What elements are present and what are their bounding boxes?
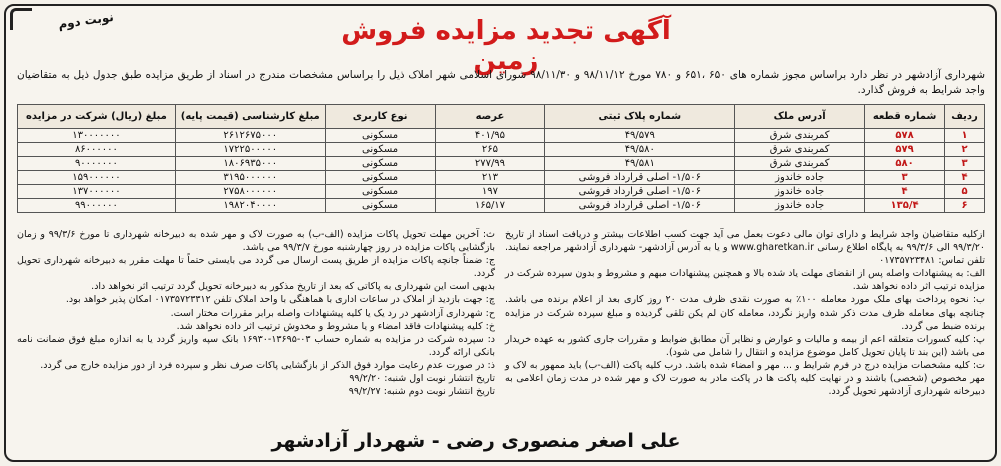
cell-registry-plate: ۱/۵۰۶- اصلی قرارداد فروشی [545,185,735,199]
condition-paragraph: ب: نحوه پرداخت بهای ملک مورد معامله ۱۰۰٪ به صورت نقدی ظرف مدت ۲۰ روز کاری بعد از اعلام برنده می باشد. چنانچه بهای معامله ظرف مدت ذکر شده واریز نگردد، معامله کان لم یکن تلقی گردیده و مبلغ سپرده شرکت در مزایده برنده ضبط می گردد. [505,294,985,332]
header-registry-plate: شماره پلاک ثبتی [545,105,735,129]
cell-address: کمربندی شرق [735,143,865,157]
condition-paragraph: الف: به پیشنهادات واصله پس از انقضای مهلت یاد شده بالا و همچنین پیشنهادات مبهم و مشروط و بدون سپرده شرکت در مزایده ترتیب اثر داده نخواهد شد. [505,268,985,293]
table-row [18,157,985,171]
header-address: آدرس ملک [735,105,865,129]
condition-paragraph: ذ: در صورت عدم رعایت موارد فوق الذکر از بازگشایی پاکات صرف نظر و سپرده فرد از دور مزایده خارج می گردد. [40,359,495,371]
cell-deposit: ۸۶۰۰۰۰۰۰ [18,143,176,157]
cell-usage: مسکونی [325,157,435,171]
cell-registry-plate: ۴۹/۵۸۰ [545,143,735,157]
cell-parcel-no: ۵۸۰ [865,157,945,171]
cell-parcel-no: ۳ [865,171,945,185]
cell-base-price: ۲۶۱۲۶۷۵۰۰۰ [175,129,325,143]
conditions-left-column [17,228,495,398]
cell-base-price: ۳۱۹۵۰۰۰۰۰۰ [175,171,325,185]
condition-paragraph: ت: کلیه مشخصات مزایده درج در فرم شرایط و ... مهر و امضاء شده باشد. درب کلیه پاکت (الف-ب) باید ممهور به لاک و مهر مخصوص (شخصی) باشند و در نهایت کلیه پاکت ها در پاکت مادر به صورت لاک و مهر شده در مدت زمان اعلامی به دبیرخانه شهرداری آزادشهر تحویل گردد. [505,359,985,398]
cell-area: ۲۱۳ [435,171,545,185]
cell-parcel-no: ۱۳۵/۴ [865,199,945,213]
cell-usage: مسکونی [325,185,435,199]
header-area: عرصه [435,105,545,129]
header-base-price: مبلغ کارشناسی (قیمت پایه) [175,105,325,129]
header-row-no: ردیف [945,105,985,129]
mayor-signature: علی اصغر منصوری رضی - شهردار آزادشهر [271,430,681,452]
cell-base-price: ۱۹۸۲۰۴۰۰۰۰ [175,199,325,213]
cell-usage: مسکونی [325,199,435,213]
table-row [18,199,985,213]
condition-paragraph: چ: جهت بازدید از املاک در ساعات اداری با هماهنگی با واحد املاک تلفن ۰۱۷۳۵۷۲۳۳۱۲ امکان پذیر خواهد بود. [65,294,495,306]
cell-row-no: ۵ [945,185,985,199]
cell-registry-plate: ۱/۵۰۶- اصلی قرارداد فروشی [545,171,735,185]
cell-row-no: ۲ [945,143,985,157]
cell-registry-plate: ۴۹/۵۸۱ [545,157,735,171]
cell-parcel-no: ۵۷۸ [865,129,945,143]
condition-paragraph: ح: شهرداری آزادشهر در رد یک یا کلیه پیشنهادات واصله برابر مقررات مختار است. [170,307,495,319]
cell-parcel-no: ۴ [865,185,945,199]
cell-registry-plate: ۱/۵۰۶- اصلی قرارداد فروشی [545,199,735,213]
cell-base-price: ۱۸۰۶۹۳۵۰۰۰ [175,157,325,171]
header-usage: نوع کاربری [325,105,435,129]
cell-base-price: ۲۷۵۸۰۰۰۰۰۰ [175,185,325,199]
cell-usage: مسکونی [325,143,435,157]
auction-notice [4,4,997,462]
cell-area: ۲۶۵ [435,143,545,157]
second-publication-date: تاریخ انتشار نوبت دوم شنبه: ۹۹/۲/۲۷ [348,386,495,398]
header-deposit: مبلغ (ریال) شرکت در مزایده [18,105,176,129]
condition-paragraph: پ: کلیه کسورات متعلقه اعم از بیمه و مالیات و عوارض و نظایر آن مطابق ضوابط و مقررات جاری کشور به عهده خریدار می باشد (این بند تا پایان تحویل کامل موضوع مزایده و انتقال را شامل می شود). [505,333,985,358]
cell-deposit: ۱۳۷۰۰۰۰۰۰ [18,185,176,199]
table-header-row [18,105,985,129]
cell-usage: مسکونی [325,129,435,143]
cell-address: کمربندی شرق [735,129,865,143]
cell-area: ۱۹۷ [435,185,545,199]
cell-address: جاده خاندوز [735,199,865,213]
cell-deposit: ۱۵۹۰۰۰۰۰۰ [18,171,176,185]
cell-area: ۴۰۱/۹۵ [435,129,545,143]
cell-address: جاده خاندوز [735,171,865,185]
cell-registry-plate: ۴۹/۵۷۹ [545,129,735,143]
conditions-right-column [505,228,985,398]
table-row [18,129,985,143]
properties-table [17,104,985,213]
cell-address: کمربندی شرق [735,157,865,171]
condition-paragraph: بدیهی است این شهرداری به پاکاتی که بعد از تاریخ مذکور به دبیرخانه تحویل گردد ترتیب اثر نخواهد داد. [91,281,495,293]
condition-paragraph: خ: کلیه پیشنهادات فاقد امضاء و یا مشروط و مخدوش ترتیب اثر داده نخواهد شد. [176,320,495,332]
cell-area: ۱۶۵/۱۷ [435,199,545,213]
first-publication-date: تاریخ انتشار نوبت اول شنبه: ۹۹/۲/۲۰ [349,373,495,385]
notice-title: آگهی تجدید مزایده فروش زمین [341,16,671,76]
cell-row-no: ۱ [945,129,985,143]
header-parcel-no: شماره قطعه [865,105,945,129]
cell-address: جاده خاندوز [735,185,865,199]
cell-deposit: ۹۰۰۰۰۰۰۰ [18,157,176,171]
table-row [18,143,985,157]
condition-paragraph: ازکلیه متقاضیان واجد شرایط و دارای توان مالی دعوت بعمل می آید جهت کسب اطلاعات بیشتر و دریافت اسناد از تاریخ ۹۹/۳/۲۰ الی ۹۹/۳/۶ به پایگاه اطلاع رسانی www.gharetkan.ir و یا به آدرس آزادشهر- شهرداری آزادشهر مراجعه نمایند. تلفن تماس: ۰۱۷۳۵۷۲۳۴۸۱ [505,229,985,267]
condition-paragraph: ث: آخرین مهلت تحویل پاکات مزایده (الف-ب) به صورت لاک و مهر شده به دبیرخانه شهرداری تا مورخ ۹۹/۳/۶ و زمان بازگشایی پاکات مزایده در روز چهارشنبه مورخ ۹۹/۳/۷ می باشد. [17,229,495,254]
cell-row-no: ۳ [945,157,985,171]
cell-parcel-no: ۵۷۹ [865,143,945,157]
intro-paragraph: شهرداری آزادشهر در نظر دارد براساس مجوز شماره های ۶۵۰ ،۶۵۱ و ۷۸۰ مورخ ۹۸/۱۱/۱۲ و ۹۸/۱۱/۳۰ شورای اسلامی شهر املاک ذیل را براساس مشخصات مندرج در اسناد از طریق مزایده طبق جدول ذیل به متقاضیان واجد شرایط به فروش گذارد. [17,69,985,96]
cell-area: ۲۷۷/۹۹ [435,157,545,171]
cell-base-price: ۱۷۲۲۵۰۰۰۰۰ [175,143,325,157]
cell-usage: مسکونی [325,171,435,185]
cell-deposit: ۹۹۰۰۰۰۰۰ [18,199,176,213]
cell-deposit: ۱۳۰۰۰۰۰۰۰ [18,129,176,143]
publication-round-label: نوبت دوم [57,9,115,32]
cell-row-no: ۶ [945,199,985,213]
table-row [18,185,985,199]
condition-paragraph: د: سپرده شرکت در مزایده به شماره حساب ۰۳-۱۳۶۹۵-۱۶۹۳۰ بانک سپه واریز گردد یا به اندازه مبلغ فوق ضمانت نامه بانکی ارائه گردد. [17,333,496,358]
condition-paragraph: ج: ضمناً جانچه پاکات مزایده از طریق پست ارسال می گردد می بایستی حتماً تا مهلت مقرر به دبیرخانه شهرداری تحویل گردد. [17,255,495,280]
table-row [18,171,985,185]
cell-row-no: ۴ [945,171,985,185]
